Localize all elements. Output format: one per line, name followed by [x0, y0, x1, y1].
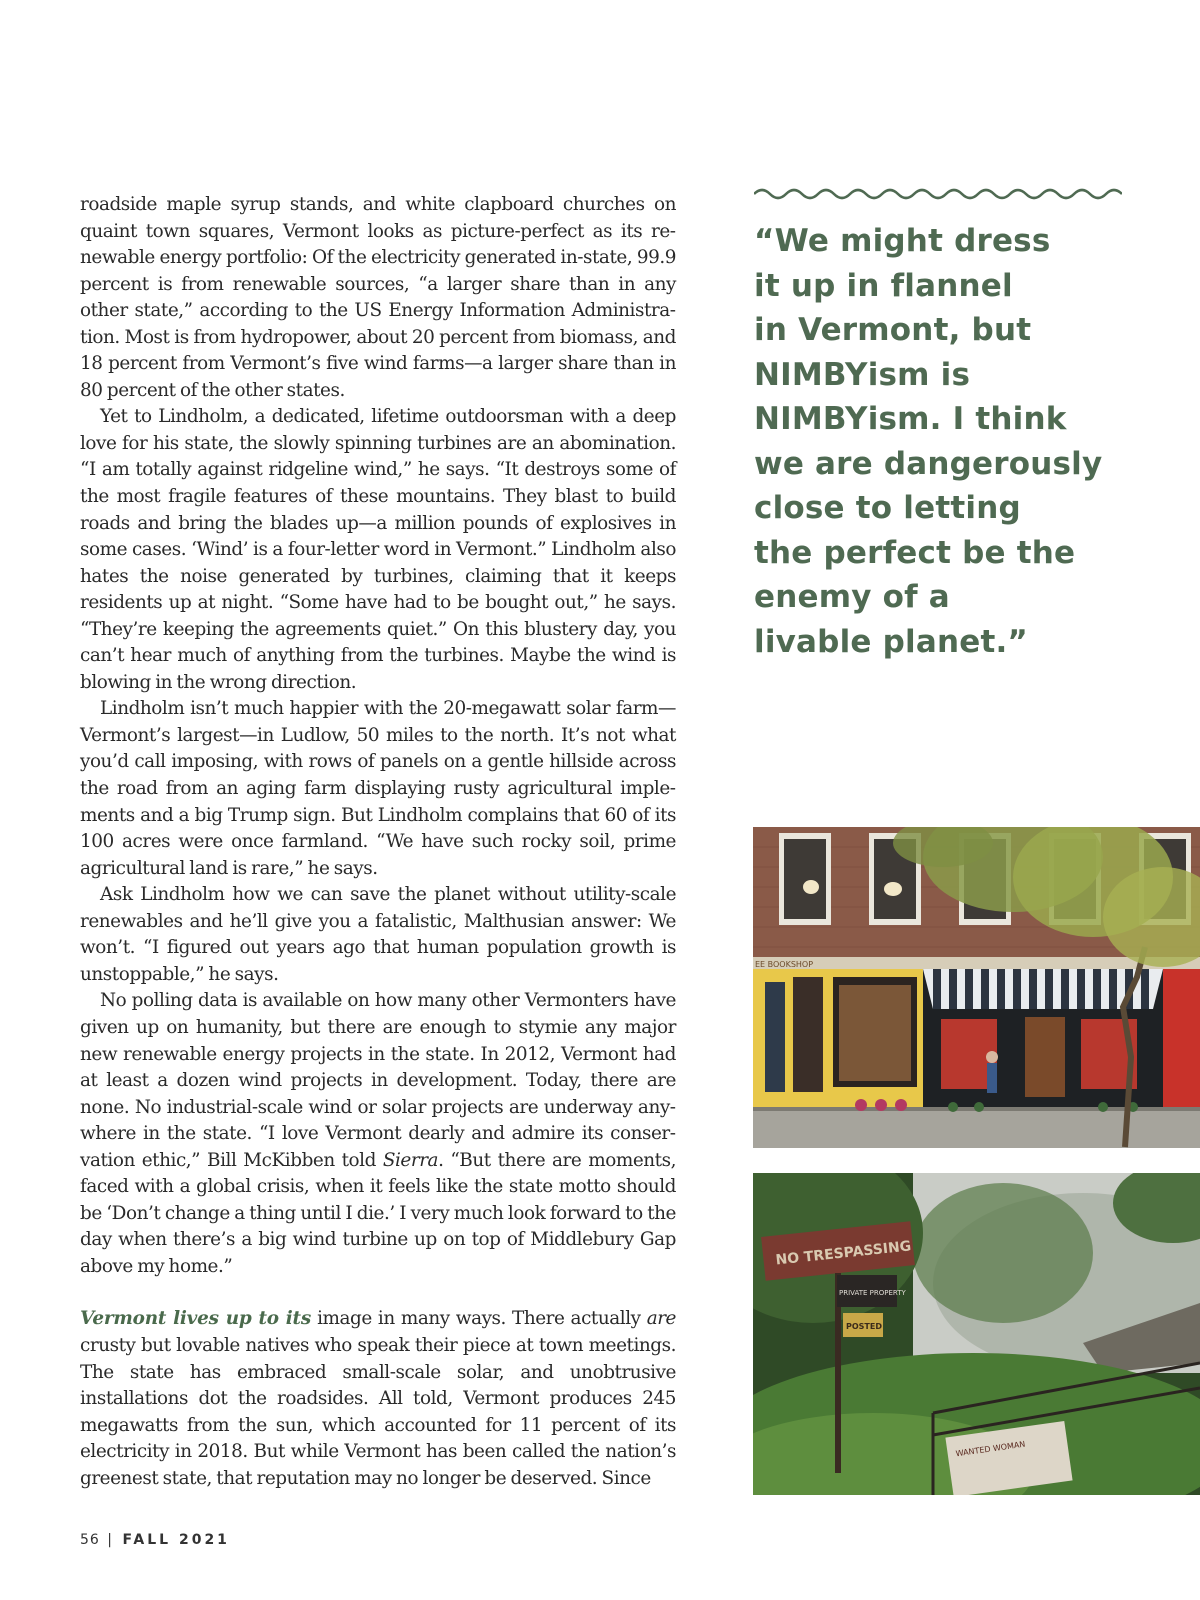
sign-text: PRIVATE PROPERTY [839, 1289, 906, 1297]
article-paragraph-mckibben [80, 988, 676, 1280]
pull-quote [754, 219, 1200, 664]
emphasis-text: are [646, 1308, 676, 1330]
posted-sign [843, 1313, 883, 1337]
wavy-divider [754, 186, 1122, 202]
article-paragraph: roadside maple syrup stands, and white clapboard churches on quaint town squares, Vermont looks as picture-perfect as its renewable energy portfolio: Of the electricity generated in-state, 99.9 percent is from renewable sources, “a larger share than in any other state,” according to the US Energy Information Administration. Most is from hydropower, about 20 percent from biomass, and 18 percent from Vermont’s five wind farms—a larger share than in 80 percent of the other states. [80, 194, 676, 401]
paragraph-text: crusty but lovable natives who speak their piece at town meetings. The state has embraced small-scale solar, and unobtrusive installations dot the roadsides. All told, Vermont produces 245 megawatts from the sun, which accounted for 11 percent of its electricity in 2018. But while Vermont has been called the nation’s greenest state, that reputation may no longer be deserved. Since [80, 1334, 676, 1489]
pull-quote-line: in Vermont, but [754, 312, 1032, 348]
pull-quote-line: livable planet.” [754, 623, 1029, 660]
article-paragraph: Lindholm isn’t much happier with the 20-megawatt solar farm—Vermont’s largest—in Ludlow, 50 miles to the north. It’s not what you’d call imposing, with rows of panels on a gentle hillside across the road from an aging farm displaying rusty agricultural implements and a big Trump sign. But Lindholm complains that 60 of its 100 acres were once farmland. “We have such rocky soil, prime agricultural land is rare,” he says. [80, 698, 676, 879]
paragraph-text: image in many ways. There actually [310, 1308, 647, 1330]
article-body [80, 192, 676, 1492]
sign-text: WANTED WOMAN [955, 1439, 1026, 1459]
sign-text: NO TRESPASSING [774, 1238, 912, 1269]
pull-quote-line: it up in flannel [754, 267, 1013, 304]
storefront-photo [753, 827, 1200, 1148]
article-paragraph: Yet to Lindholm, a dedicated, lifetime outdoorsman with a deep love for his state, the slowly spinning turbines are an abomination. “I am totally against ridgeline wind,” he says. “It destroys some of the most fragile features of these mountains. They blast to build roads and bring the blades up—a million pounds of explosives in some cases. ‘Wind’ is a four-letter word in Vermont.” Lindholm also hates the noise generated by turbines, claiming that it keeps residents up at night. “Some have had to be bought out,” he says. “They’re keeping the agreements quiet.” On this blustery day, you can’t hear much of anything from the turbines. Maybe the wind is blowing in the wrong direction. [80, 406, 676, 693]
hand-painted-signs-photo [753, 1173, 1200, 1495]
bookshop-sign: EE BOOKSHOP [755, 960, 814, 969]
signs-illustration [753, 1173, 1200, 1495]
issue-label: FALL 2021 [122, 1532, 230, 1548]
pull-quote-line: we are dangerously [754, 445, 1103, 482]
pull-quote-line: enemy of a [754, 579, 950, 615]
publication-name: Sierra [382, 1149, 439, 1171]
private-property-sign [837, 1275, 907, 1307]
storefront-illustration [753, 827, 1200, 1148]
paragraph-text: No polling data is available on how many other Vermonters have given up on humanity, but there are enough to stymie any major new renewable energy projects in the state. In 2012, Vermont had at least a dozen wind projects in development. Today, there are none. No industrial-scale wind or solar projects are underway anywhere in the state. “I love Vermont dearly and admire its conservation ethic,” Bill McKibben told [80, 990, 676, 1171]
article-paragraph: Ask Lindholm how we can save the planet without utility-scale renewables and he’ll give you a fatalistic, Malthusian answer: We won’t. “I figured out years ago that human population growth is unstoppable,” he says. [80, 884, 676, 985]
pull-quote-line: the perfect be the [754, 534, 1076, 571]
section-paragraph [80, 1306, 676, 1492]
pull-quote-line: NIMBYism. I think [754, 401, 1067, 437]
sign-text: POSTED [846, 1322, 882, 1331]
pull-quote-line: NIMBYism is [754, 356, 971, 393]
folio-separator: | [107, 1532, 115, 1548]
paragraph-text: . “But there are moments, faced with a global crisis, when it feels like the state motto should be ‘Don’t change a thing until I die.’ I very much look forward to the day when there’s a big wind turbine up on top of Middlebury Gap above my home.” [80, 1149, 676, 1277]
section-lead-in: Vermont lives up to its [80, 1308, 311, 1330]
page-number: 56 [80, 1532, 100, 1548]
page-folio [80, 1532, 230, 1548]
pull-quote-line: “We might dress [754, 223, 1051, 259]
pull-quote-line: close to letting [754, 490, 1021, 526]
